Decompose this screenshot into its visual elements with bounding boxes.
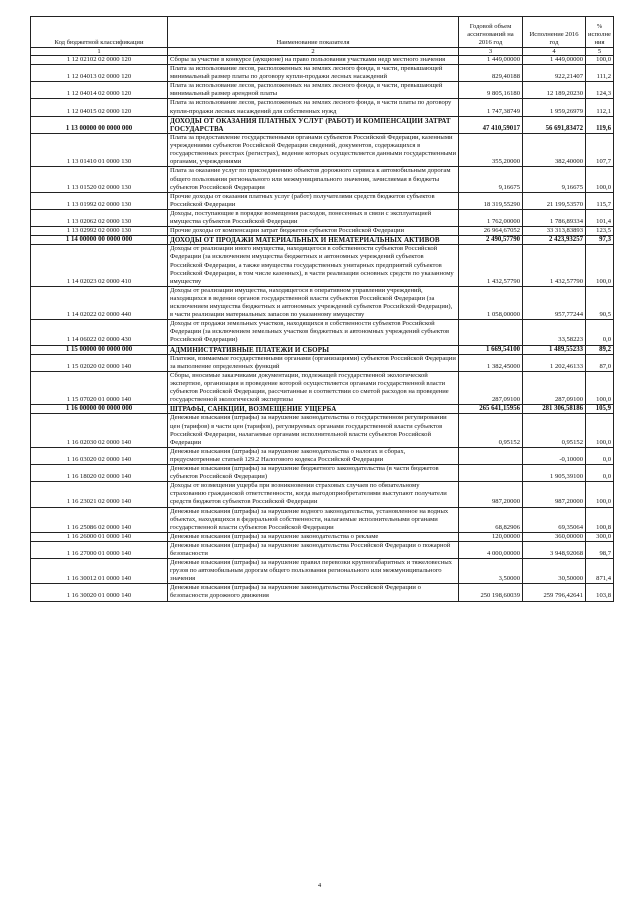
table-header [31,17,614,56]
indicator-name-cell: Денежные взыскания (штрафы) за нарушение правил перевозки крупногабаритных и тяжеловесных грузов по автомобильным дорогам общего пользования регионального или межмуниципального значения [168,559,459,584]
planned-amount-cell: 265 641,15956 [459,405,523,414]
execution-percent-cell: 97,3 [586,236,614,245]
indicator-name-cell: Плата за использование лесов, расположенных на землях лесного фонда, в части, превышающей минимальный размер платы по договору купли-продажи лесных насаждений [168,65,459,82]
table-row [31,532,614,541]
table-row [31,134,614,167]
table-row [31,507,614,532]
execution-percent-cell: 300,0 [586,532,614,541]
column-number: 3 [459,48,523,56]
budget-execution-table [30,16,614,602]
execution-percent-cell: 112,1 [586,99,614,116]
column-number: 4 [523,48,586,56]
budget-code-cell: 1 12 04015 02 0000 120 [31,99,168,116]
executed-amount-cell: 281 306,58186 [523,405,586,414]
table-row [31,82,614,99]
budget-code-cell: 1 12 02102 02 0000 120 [31,56,168,65]
budget-code-cell: 1 14 00000 00 0000 000 [31,236,168,245]
table-row [31,371,614,404]
budget-code-cell: 1 14 02022 02 0000 440 [31,286,168,319]
indicator-name-cell: Сборы за участие в конкурсе (аукционе) на право пользования участками недр местного значения [168,56,459,65]
table-row [31,286,614,319]
table-row [31,541,614,558]
indicator-name-cell: Доходы от продажи земельных участков, находящихся в собственности субъектов Российской Федерации (за исключением земельных участков бюджетных и автономных учреждений субъектов Российской Федерации) [168,320,459,345]
planned-amount-cell [459,447,523,464]
column-number: 1 [31,48,168,56]
budget-code-cell: 1 15 07020 01 0000 140 [31,371,168,404]
budget-code-cell: 1 16 30012 01 0000 140 [31,559,168,584]
budget-code-cell: 1 16 30020 01 0000 140 [31,584,168,601]
indicator-name-cell: ШТРАФЫ, САНКЦИИ, ВОЗМЕЩЕНИЕ УЩЕРБА [168,405,459,414]
indicator-name-cell: Плата за использование лесов, расположенных на землях лесного фонда, в части платы по договору купли-продажи лесных насаждений для собственных нужд [168,99,459,116]
budget-code-cell: 1 16 03020 02 0000 140 [31,447,168,464]
header-exec: Исполнение 2016 год [523,17,586,48]
header-code: Код бюджетной классификации [31,17,168,48]
budget-code-cell: 1 15 00000 00 0000 000 [31,345,168,354]
planned-amount-cell: 1 432,57790 [459,245,523,286]
planned-amount-cell: 2 490,57790 [459,236,523,245]
column-number: 2 [168,48,459,56]
indicator-name-cell: ДОХОДЫ ОТ ОКАЗАНИЯ ПЛАТНЫХ УСЛУГ (РАБОТ) И КОМПЕНСАЦИИ ЗАТРАТ ГОСУДАРСТВА [168,116,459,133]
table-row [31,167,614,192]
executed-amount-cell: 30,50000 [523,559,586,584]
table-section-row [31,405,614,414]
execution-percent-cell: 87,0 [586,354,614,371]
table-body [31,56,614,602]
indicator-name-cell: Прочие доходы от компенсации затрат бюджетов субъектов Российской Федерации [168,227,459,236]
header-plan: Годовой объем ассигнований на 2016 год [459,17,523,48]
table-row [31,65,614,82]
indicator-name-cell: ДОХОДЫ ОТ ПРОДАЖИ МАТЕРИАЛЬНЫХ И НЕМАТЕРИАЛЬНЫХ АКТИВОВ [168,236,459,245]
indicator-name-cell: Денежные взыскания (штрафы) за нарушение законодательства Российской Федерации о пожарной безопасности [168,541,459,558]
indicator-name-cell: Сборы, вносимые заказчиками документации, подлежащей государственной экологической экспертизе, организация и проведение которой осуществляется органами государственной власти субъектов Российской Федерации, рассчитанные в соответствии со сметой расходов на проведение государственной экологической экспертизы [168,371,459,404]
budget-code-cell: 1 16 18020 02 0000 140 [31,465,168,482]
execution-percent-cell: 100,0 [586,56,614,65]
planned-amount-cell: 3,50000 [459,559,523,584]
planned-amount-cell: 0,95152 [459,414,523,447]
executed-amount-cell: 987,20000 [523,482,586,507]
budget-code-cell: 1 12 04014 02 0000 120 [31,82,168,99]
header-name: Наименование показателя [168,17,459,48]
budget-code-cell: 1 14 06022 02 0000 430 [31,320,168,345]
executed-amount-cell: 3 948,92068 [523,541,586,558]
budget-code-cell: 1 16 26000 01 0000 140 [31,532,168,541]
executed-amount-cell: 2 423,93257 [523,236,586,245]
table-row [31,465,614,482]
executed-amount-cell: 1 202,46133 [523,354,586,371]
indicator-name-cell: Денежные взыскания (штрафы) за нарушение законодательства о рекламе [168,532,459,541]
budget-code-cell: 1 16 27000 01 0000 140 [31,541,168,558]
execution-percent-cell: 107,7 [586,134,614,167]
execution-percent-cell: 100,8 [586,507,614,532]
planned-amount-cell: 1 058,00000 [459,286,523,319]
execution-percent-cell: 0,0 [586,320,614,345]
table-row [31,354,614,371]
execution-percent-cell: 111,2 [586,65,614,82]
indicator-name-cell: Денежные взыскания (штрафы) за нарушение водного законодательства, установленное на водных объектах, находящихся в федеральной собственности, налагаемые исполнительными органами государственной власти субъектов Российской Федерации [168,507,459,532]
table-section-row [31,236,614,245]
execution-percent-cell: 0,0 [586,465,614,482]
executed-amount-cell: -0,10000 [523,447,586,464]
executed-amount-cell: 259 796,42641 [523,584,586,601]
executed-amount-cell: 56 691,83472 [523,116,586,133]
budget-code-cell: 1 16 23021 02 0000 140 [31,482,168,507]
executed-amount-cell: 1 489,55233 [523,345,586,354]
execution-percent-cell: 105,9 [586,405,614,414]
table-row [31,559,614,584]
executed-amount-cell: 382,40000 [523,134,586,167]
indicator-name-cell: Денежные взыскания (штрафы) за нарушение законодательства о государственном регулировании цен (тарифов) в части цен (тарифов), регулируемых органами государственной власти субъектов Российской Федерации, налагаемые органами исполнительной власти субъектов Российской Федерации [168,414,459,447]
planned-amount-cell: 1 669,54100 [459,345,523,354]
planned-amount-cell: 987,20000 [459,482,523,507]
execution-percent-cell: 103,8 [586,584,614,601]
column-number-row [31,48,614,56]
table-row [31,482,614,507]
table-row [31,447,614,464]
budget-code-cell: 1 13 02062 02 0000 130 [31,209,168,226]
budget-code-cell: 1 14 02023 02 0000 410 [31,245,168,286]
execution-percent-cell: 100,0 [586,482,614,507]
indicator-name-cell: Доходы от реализации имущества, находящегося в оперативном управлении учреждений, находящихся в ведении органов государственной власти субъектов Российской Федерации (за исключением имущества бюджетных и автономных учреждений субъектов Российской Федерации), в части реализации материальных запасов по указанному имуществу [168,286,459,319]
planned-amount-cell: 18 319,55290 [459,192,523,209]
execution-percent-cell: 100,0 [586,245,614,286]
executed-amount-cell: 1 449,00000 [523,56,586,65]
indicator-name-cell: Доходы от возмещения ущерба при возникновении страховых случаев по обязательному страхованию гражданской ответственности, когда выгодоприобретателями выступают получатели средств бюджетов субъектов Российской Федерации [168,482,459,507]
indicator-name-cell: Плата за использование лесов, расположенных на землях лесного фонда, в части, превышающей минимальный размер арендной платы [168,82,459,99]
table-row [31,414,614,447]
page-number: 4 [317,882,322,889]
executed-amount-cell: 1 786,89334 [523,209,586,226]
table-row [31,56,614,65]
indicator-name-cell: Денежные взыскания (штрафы) за нарушение законодательства о налогах и сборах, предусмотренные статьей 129.2 Налогового кодекса Российской Федерации [168,447,459,464]
executed-amount-cell: 957,77244 [523,286,586,319]
planned-amount-cell: 829,40188 [459,65,523,82]
execution-percent-cell: 98,7 [586,541,614,558]
executed-amount-cell: 287,09100 [523,371,586,404]
executed-amount-cell: 1 905,39100 [523,465,586,482]
column-number: 5 [586,48,614,56]
planned-amount-cell: 287,09100 [459,371,523,404]
executed-amount-cell: 33,58223 [523,320,586,345]
executed-amount-cell: 33 313,83893 [523,227,586,236]
table-row [31,320,614,345]
planned-amount-cell: 355,20000 [459,134,523,167]
planned-amount-cell: 9 805,16180 [459,82,523,99]
planned-amount-cell [459,320,523,345]
budget-code-cell: 1 16 25086 02 0000 140 [31,507,168,532]
executed-amount-cell: 21 199,53570 [523,192,586,209]
table-row [31,99,614,116]
budget-code-cell: 1 13 02992 02 0000 130 [31,227,168,236]
budget-code-cell: 1 13 00000 00 0000 000 [31,116,168,133]
planned-amount-cell: 250 198,60039 [459,584,523,601]
executed-amount-cell: 1 959,26979 [523,99,586,116]
planned-amount-cell: 1 762,00000 [459,209,523,226]
indicator-name-cell: Денежные взыскания (штрафы) за нарушение бюджетного законодательства (в части бюджетов субъектов Российской Федерации) [168,465,459,482]
indicator-name-cell: Прочие доходы от оказания платных услуг (работ) получателями средств бюджетов субъектов Российской Федерации [168,192,459,209]
executed-amount-cell: 69,35064 [523,507,586,532]
execution-percent-cell: 101,4 [586,209,614,226]
header-pct: % исполне ния [586,17,614,48]
planned-amount-cell: 9,16675 [459,167,523,192]
indicator-name-cell: Платежи, взимаемые государственными органами (организациями) субъектов Российской Федерации за выполнение определенных функций [168,354,459,371]
executed-amount-cell: 9,16675 [523,167,586,192]
execution-percent-cell: 100,0 [586,167,614,192]
indicator-name-cell: Доходы от реализации иного имущества, находящегося в собственности субъектов Российской Федерации (за исключением имущества бюджетных и автономных учреждений субъектов Российской Федерации, а также имущества государственных унитарных предприятий субъектов Российской Федерации, в том числе казенных), в части реализации основных средств по указанному имуществу [168,245,459,286]
execution-percent-cell: 115,7 [586,192,614,209]
planned-amount-cell: 26 964,67052 [459,227,523,236]
budget-code-cell: 1 13 01410 01 0000 130 [31,134,168,167]
execution-percent-cell: 100,0 [586,414,614,447]
indicator-name-cell: Плата за предоставление государственными органами субъектов Российской Федерации, казенными учреждениями субъектов Российской Федерации сведений, документов, содержащихся в государственных реестрах (регистрах), ведение которых осуществляется данными государственными органами, учреждениями [168,134,459,167]
planned-amount-cell: 47 410,59017 [459,116,523,133]
execution-percent-cell: 871,4 [586,559,614,584]
planned-amount-cell: 4 000,00000 [459,541,523,558]
executed-amount-cell: 12 189,20230 [523,82,586,99]
executed-amount-cell: 922,21407 [523,65,586,82]
executed-amount-cell: 1 432,57790 [523,245,586,286]
indicator-name-cell: Денежные взыскания (штрафы) за нарушение законодательства Российской Федерации о безопасности дорожного движения [168,584,459,601]
budget-code-cell: 1 12 04013 02 0000 120 [31,65,168,82]
table-row [31,584,614,601]
planned-amount-cell: 1 449,00000 [459,56,523,65]
planned-amount-cell [459,465,523,482]
planned-amount-cell: 1 382,45000 [459,354,523,371]
planned-amount-cell: 1 747,38749 [459,99,523,116]
table-section-row [31,345,614,354]
indicator-name-cell: Доходы, поступающие в порядке возмещения расходов, понесенных в связи с эксплуатацией имущества субъектов Российской Федерации [168,209,459,226]
planned-amount-cell: 120,00000 [459,532,523,541]
planned-amount-cell: 68,82906 [459,507,523,532]
indicator-name-cell: Плата за оказание услуг по присоединению объектов дорожного сервиса к автомобильным дорогам общего пользования регионального или межмуниципального значения, зачисляемая в бюджеты субъектов Российской Федерации [168,167,459,192]
execution-percent-cell: 100,0 [586,371,614,404]
budget-code-cell: 1 15 02020 02 0000 140 [31,354,168,371]
budget-code-cell: 1 13 01992 02 0000 130 [31,192,168,209]
table-row [31,192,614,209]
indicator-name-cell: АДМИНИСТРАТИВНЫЕ ПЛАТЕЖИ И СБОРЫ [168,345,459,354]
execution-percent-cell: 124,3 [586,82,614,99]
execution-percent-cell: 90,5 [586,286,614,319]
execution-percent-cell: 89,2 [586,345,614,354]
budget-code-cell: 1 16 00000 00 0000 000 [31,405,168,414]
execution-percent-cell: 123,5 [586,227,614,236]
execution-percent-cell: 119,6 [586,116,614,133]
budget-report-sheet [30,16,613,602]
table-row [31,227,614,236]
executed-amount-cell: 360,00000 [523,532,586,541]
executed-amount-cell: 0,95152 [523,414,586,447]
table-row [31,245,614,286]
execution-percent-cell: 0,0 [586,447,614,464]
budget-code-cell: 1 16 02030 02 0000 140 [31,414,168,447]
table-row [31,209,614,226]
budget-code-cell: 1 13 01520 02 0000 130 [31,167,168,192]
table-section-row [31,116,614,133]
